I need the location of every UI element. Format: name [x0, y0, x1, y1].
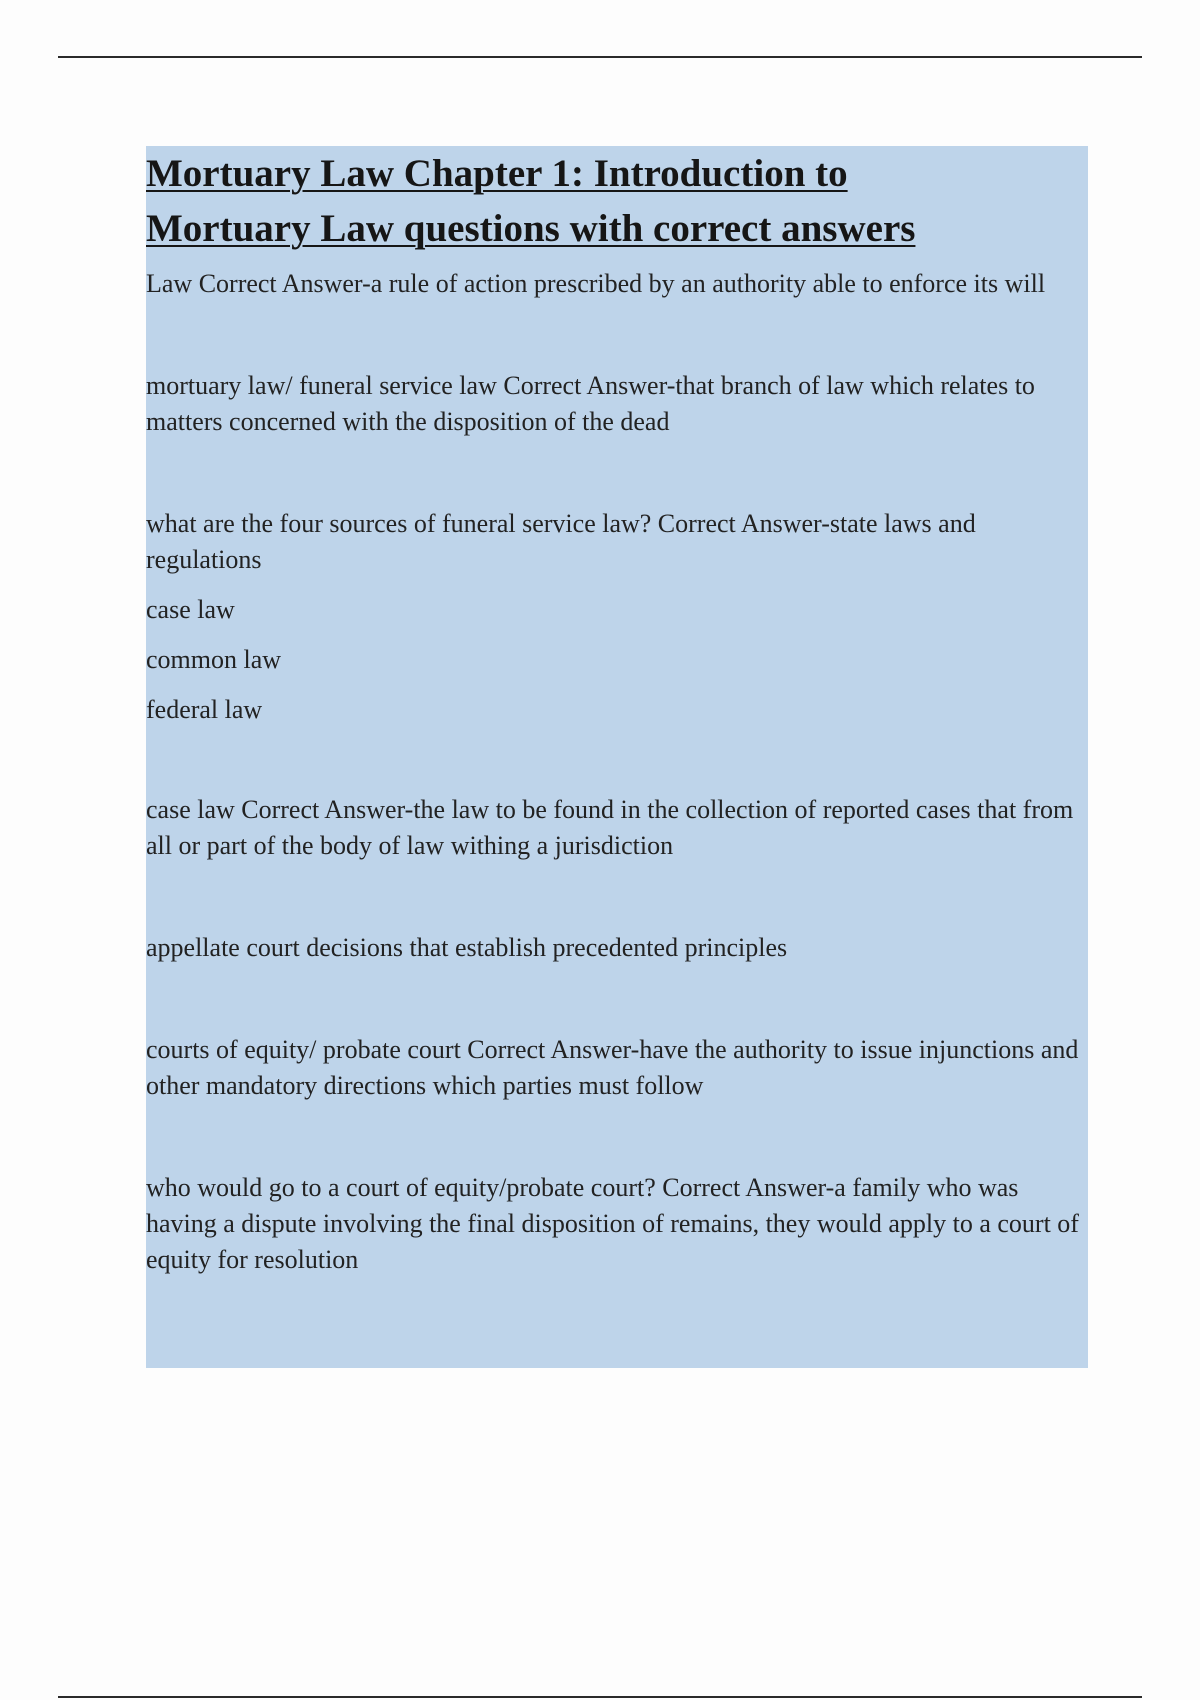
entry-common-law-item: common law	[146, 645, 282, 674]
entry-mortuary-law: mortuary law/ funeral service law Correct Answer-that branch of law which relates to matters concerned with the disposition of the dead	[146, 371, 1035, 436]
entry-case-law-item: case law	[146, 595, 235, 624]
entry-four-sources: what are the four sources of funeral service law? Correct Answer-state laws and regulations	[146, 509, 976, 574]
title-line-1: Mortuary Law Chapter 1: Introduction to	[146, 152, 848, 195]
entry-courts-of-equity: courts of equity/ probate court Correct Answer-have the authority to issue injunctions and other mandatory directions which parties must follow	[146, 1035, 1079, 1100]
entry-case-law-definition: case law Correct Answer-the law to be found in the collection of reported cases that from all or part of the body of law withing a jurisdiction	[146, 795, 1074, 860]
title-line-2: Mortuary Law questions with correct answers	[146, 207, 916, 250]
entry-who-goes-to-equity: who would go to a court of equity/probate court? Correct Answer-a family who was having a dispute involving the final disposition of remains, they would apply to a court of equity for resolution	[146, 1173, 1079, 1274]
document-body	[146, 146, 1088, 1368]
entry-federal-law-item: federal law	[146, 695, 263, 724]
entry-law: Law Correct Answer-a rule of action prescribed by an authority able to enforce its will	[146, 269, 1046, 298]
entry-appellate-decisions: appellate court decisions that establish precedented principles	[146, 933, 788, 962]
header-rule	[58, 56, 1142, 58]
document-title	[146, 146, 1088, 256]
footer-rule	[58, 1696, 1142, 1698]
